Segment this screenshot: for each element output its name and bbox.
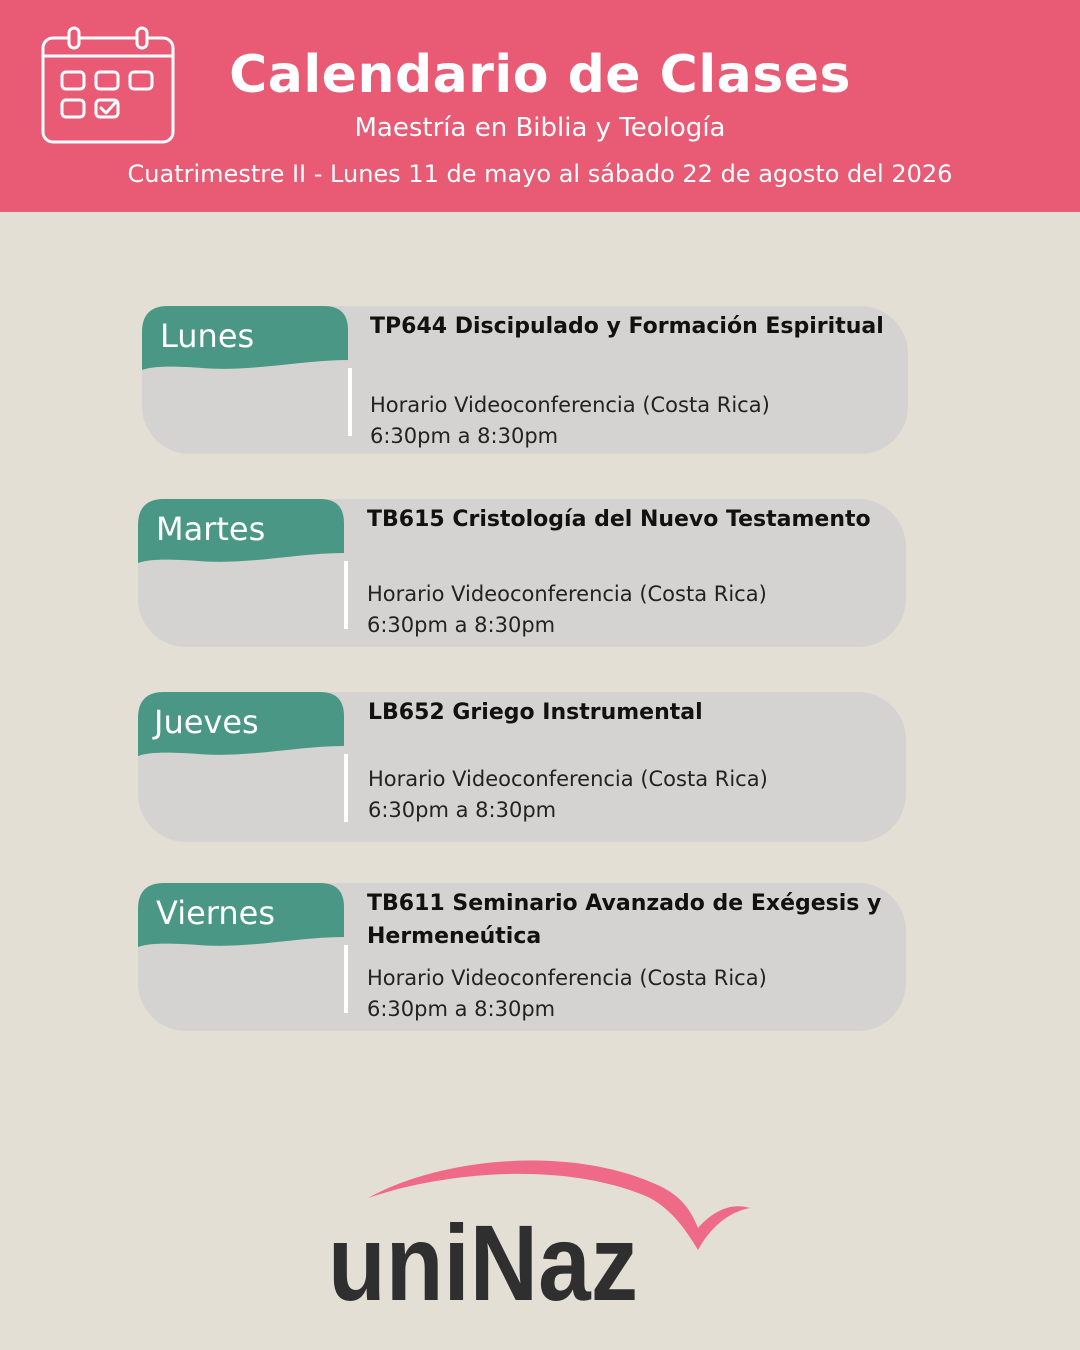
day-label: Viernes bbox=[156, 894, 275, 932]
uninaz-logo bbox=[320, 1150, 760, 1310]
course-title: TB611 Seminario Avanzado de Exégesis y Hermeneútica bbox=[367, 891, 882, 949]
page-subtitle: Maestría en Biblia y Teología bbox=[354, 113, 726, 143]
day-label: Jueves bbox=[154, 703, 259, 741]
course-title: TB615 Cristología del Nuevo Testamento bbox=[367, 507, 871, 532]
schedule-label: Horario Videoconferencia (Costa Rica) bbox=[370, 393, 770, 417]
card-divider bbox=[344, 945, 348, 1013]
day-tab bbox=[138, 883, 346, 947]
logo-text: uniNaz bbox=[328, 1202, 638, 1310]
class-card-viernes bbox=[138, 883, 906, 1031]
class-time: 6:30pm a 8:30pm bbox=[368, 798, 557, 822]
day-tab bbox=[138, 692, 346, 756]
term-period: Cuatrimestre II - Lunes 11 de mayo al sábado 22 de agosto del 2026 bbox=[127, 160, 953, 188]
day-label: Lunes bbox=[160, 317, 255, 355]
class-time: 6:30pm a 8:30pm bbox=[367, 997, 556, 1021]
class-card-lunes bbox=[142, 306, 908, 454]
schedule-label: Horario Videoconferencia (Costa Rica) bbox=[367, 966, 767, 990]
day-label: Martes bbox=[156, 510, 266, 548]
page-title: Calendario de Clases bbox=[229, 45, 851, 105]
card-divider bbox=[344, 561, 348, 629]
schedule-label: Horario Videoconferencia (Costa Rica) bbox=[368, 767, 768, 791]
day-tab bbox=[138, 499, 346, 563]
card-divider bbox=[348, 368, 352, 436]
class-time: 6:30pm a 8:30pm bbox=[367, 613, 556, 637]
course-title: TP644 Discipulado y Formación Espiritual bbox=[370, 314, 884, 339]
card-divider bbox=[344, 754, 348, 822]
class-card-jueves bbox=[138, 692, 906, 842]
header-banner bbox=[0, 0, 1080, 212]
course-title: LB652 Griego Instrumental bbox=[368, 700, 703, 725]
day-tab bbox=[142, 306, 350, 370]
class-card-martes bbox=[138, 499, 906, 647]
class-time: 6:30pm a 8:30pm bbox=[370, 424, 559, 448]
schedule-label: Horario Videoconferencia (Costa Rica) bbox=[367, 582, 767, 606]
